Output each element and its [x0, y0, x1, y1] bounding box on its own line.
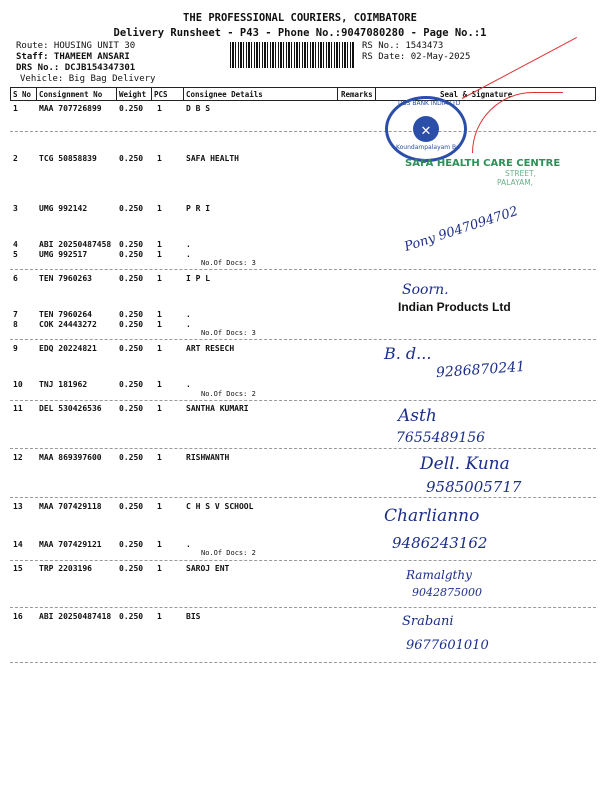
safa-stamp-line: STREET, — [505, 169, 536, 178]
signature-row-12-phone: 9585005717 — [426, 478, 522, 496]
row-consignment: ABI 20250487418 — [39, 612, 112, 621]
row-sno: 14 — [13, 540, 23, 549]
row-weight: 0.250 — [119, 540, 144, 549]
row-separator — [10, 497, 596, 498]
table-top-border — [10, 87, 596, 88]
route-label: Route: HOUSING UNIT 30 — [16, 41, 136, 51]
row-sno: 2 — [13, 154, 18, 163]
row-pcs: 1 — [157, 540, 162, 549]
row-consignee: . — [186, 310, 191, 319]
row-separator — [10, 339, 596, 340]
row-consignee: C H S V SCHOOL — [186, 502, 254, 511]
col-consignment-header: Consignment No — [39, 90, 103, 99]
row-pcs: 1 — [157, 453, 162, 462]
ipl-stamp: Indian Products Ltd — [398, 300, 511, 314]
signature-row-11: Asth — [398, 406, 437, 426]
red-ink-stroke — [472, 92, 563, 153]
runsheet-subtitle: Delivery Runsheet - P43 - Phone No.:9047080280 - Page No.:1 — [113, 27, 487, 39]
row-weight: 0.250 — [119, 502, 144, 511]
staff-label: Staff: THAMEEM ANSARI — [16, 52, 130, 62]
signature-row-11-phone: 7655489156 — [396, 430, 486, 446]
row-consignee: ART RESECH — [186, 344, 235, 353]
row-pcs: 1 — [157, 502, 162, 511]
rs-number: RS No.: 1543473 — [362, 41, 444, 51]
row-separator — [10, 448, 596, 449]
drs-label: DRS No.: DCJB154347301 — [16, 63, 136, 73]
row-consignee: D B S — [186, 104, 211, 113]
row-pcs: 1 — [157, 380, 162, 389]
col-divider — [36, 88, 37, 100]
col-divider — [116, 88, 117, 100]
row-pcs: 1 — [157, 274, 162, 283]
row-weight: 0.250 — [119, 404, 144, 413]
row-weight: 0.250 — [119, 154, 144, 163]
row-weight: 0.250 — [119, 320, 144, 329]
col-pcs-header: PCS — [154, 90, 168, 99]
row-weight: 0.250 — [119, 204, 144, 213]
row-sno: 12 — [13, 453, 23, 462]
row-consignment: EDQ 20224821 — [39, 344, 97, 353]
signature-row-16-phone: 9677601010 — [406, 638, 489, 653]
signature-row-12: Dell. Kuna — [420, 454, 510, 474]
signature-row-15: Ramalgthy — [406, 568, 472, 582]
row-weight: 0.250 — [119, 453, 144, 462]
row-consignee: . — [186, 320, 191, 329]
row-consignment: TEN 7960263 — [39, 274, 92, 283]
row-sno: 9 — [13, 344, 18, 353]
row-separator — [10, 607, 596, 608]
col-divider — [151, 88, 152, 100]
row-sno: 11 — [13, 404, 23, 413]
dbs-stamp-branch: Koundampalayam Br. — [396, 144, 460, 151]
row-pcs: 1 — [157, 310, 162, 319]
row-pcs: 1 — [157, 104, 162, 113]
row-consignee: . — [186, 540, 191, 549]
red-ink-line — [462, 37, 577, 99]
row-separator — [10, 400, 596, 401]
row-pcs: 1 — [157, 250, 162, 259]
row-consignment: DEL 530426536 — [39, 404, 102, 413]
row-weight: 0.250 — [119, 310, 144, 319]
row-consignment: TRP 2203196 — [39, 564, 92, 573]
row-separator — [10, 662, 596, 663]
row-consignee: P R I — [186, 204, 211, 213]
company-title: THE PROFESSIONAL COURIERS, COIMBATORE — [183, 12, 417, 24]
vehicle-label: Vehicle: Big Bag Delivery — [20, 74, 156, 84]
row-weight: 0.250 — [119, 612, 144, 621]
row-sno: 1 — [13, 104, 18, 113]
signature-row-16: Srabani — [402, 614, 454, 629]
col-remarks-header: Remarks — [341, 90, 373, 99]
row-consignment: TCG 50858839 — [39, 154, 97, 163]
row-consignment: UMG 992517 — [39, 250, 88, 259]
row-consignee: I P L — [186, 274, 211, 283]
row-consignment: MAA 869397600 — [39, 453, 102, 462]
row-consignee: SANTHA KUMARI — [186, 404, 249, 413]
row-sno: 16 — [13, 612, 23, 621]
signature-row-13: Charlianno — [384, 506, 480, 526]
row-weight: 0.250 — [119, 104, 144, 113]
col-consignee-header: Consignee Details — [186, 90, 263, 99]
row-consignment: MAA 707429121 — [39, 540, 102, 549]
row-consignee: RISHWANTH — [186, 453, 230, 462]
row-consignment: MAA 707726899 — [39, 104, 102, 113]
dbs-logo-icon: ✕ — [413, 116, 439, 142]
row-sno: 15 — [13, 564, 23, 573]
row-weight: 0.250 — [119, 380, 144, 389]
col-divider — [595, 88, 596, 100]
row-consignee: SAFA HEALTH — [186, 154, 239, 163]
row-consignee: BIS — [186, 612, 201, 621]
signature-row-3: Pony 9047094702 — [402, 204, 521, 255]
row-separator — [10, 269, 596, 270]
row-sno: 10 — [13, 380, 23, 389]
row-sno: 8 — [13, 320, 18, 329]
col-divider — [10, 88, 11, 100]
row-consignee: . — [186, 240, 191, 249]
dbs-stamp-text: DBS BANK INDIA LTD — [398, 100, 461, 107]
row-weight: 0.250 — [119, 564, 144, 573]
row-pcs: 1 — [157, 404, 162, 413]
safa-stamp-line: PALAYAM, — [497, 178, 534, 187]
row-pcs: 1 — [157, 240, 162, 249]
signature-row-15-phone: 9042875000 — [412, 586, 482, 599]
row-pcs: 1 — [157, 612, 162, 621]
row-sno: 13 — [13, 502, 23, 511]
row-consignment: MAA 707429118 — [39, 502, 102, 511]
row-consignment: UMG 992142 — [39, 204, 88, 213]
col-divider — [183, 88, 184, 100]
row-pcs: 1 — [157, 320, 162, 329]
safa-health-stamp — [405, 158, 560, 187]
row-pcs: 1 — [157, 564, 162, 573]
rs-date: RS Date: 02-May-2025 — [362, 52, 471, 62]
signature-row-13-phone: 9486243162 — [392, 534, 488, 552]
row-consignee: SAROJ ENT — [186, 564, 230, 573]
docs-count: No.Of Docs: 3 — [201, 329, 256, 337]
col-seal-header: Seal & Signature — [440, 90, 513, 99]
docs-count: No.Of Docs: 2 — [201, 549, 256, 557]
docs-count: No.Of Docs: 2 — [201, 390, 256, 398]
row-consignee: . — [186, 250, 191, 259]
row-consignment: COK 24443272 — [39, 320, 97, 329]
row-consignment: TEN 7960264 — [39, 310, 92, 319]
col-weight-header: Weight — [119, 90, 147, 99]
col-sno-header: S No — [13, 90, 32, 99]
row-pcs: 1 — [157, 154, 162, 163]
row-pcs: 1 — [157, 344, 162, 353]
col-divider — [337, 88, 338, 100]
signature-row-9: B. d... — [384, 344, 432, 363]
signature-row-9-phone: 9286870241 — [435, 358, 526, 382]
row-sno: 5 — [13, 250, 18, 259]
row-weight: 0.250 — [119, 344, 144, 353]
signature-row-6: Soorn. — [402, 282, 449, 298]
safa-stamp-title: SAFA HEALTH CARE CENTRE — [405, 158, 561, 169]
row-pcs: 1 — [157, 204, 162, 213]
col-divider — [375, 88, 376, 100]
row-weight: 0.250 — [119, 240, 144, 249]
row-consignment: TNJ 181962 — [39, 380, 88, 389]
row-sno: 6 — [13, 274, 18, 283]
row-consignment: ABI 20250487458 — [39, 240, 112, 249]
row-sno: 3 — [13, 204, 18, 213]
row-separator — [10, 560, 596, 561]
row-sno: 4 — [13, 240, 18, 249]
barcode — [230, 42, 354, 68]
row-weight: 0.250 — [119, 250, 144, 259]
docs-count: No.Of Docs: 3 — [201, 259, 256, 267]
row-weight: 0.250 — [119, 274, 144, 283]
row-sno: 7 — [13, 310, 18, 319]
row-consignee: . — [186, 380, 191, 389]
